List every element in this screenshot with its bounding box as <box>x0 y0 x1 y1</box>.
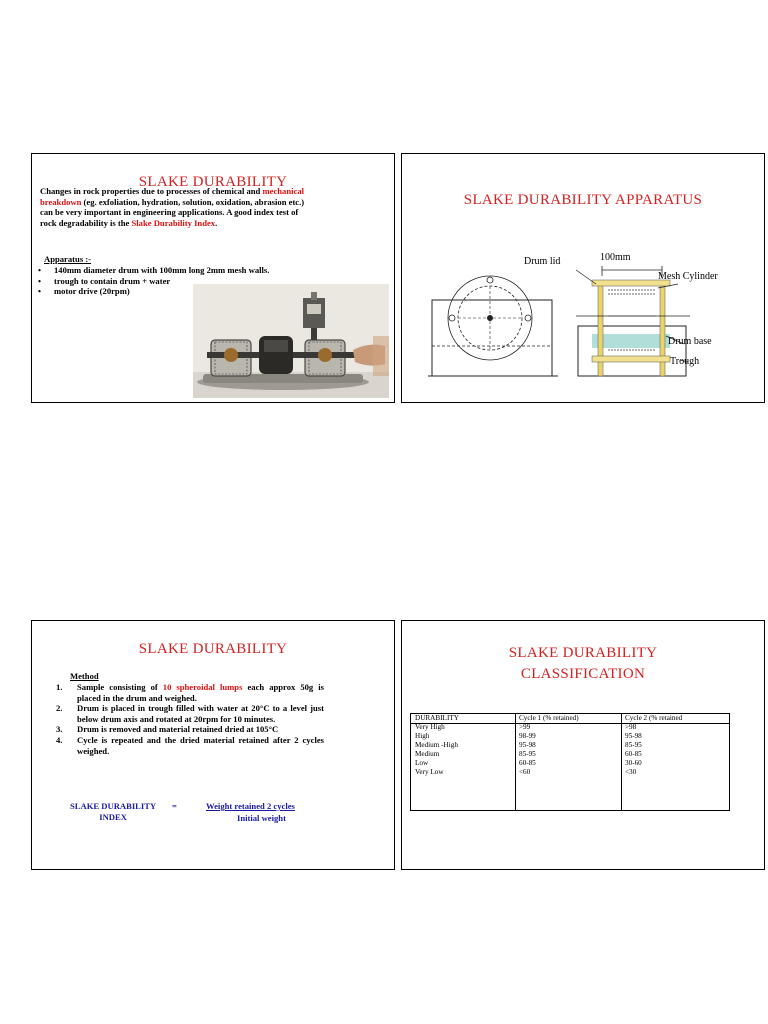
table-header-row <box>411 714 729 723</box>
table-cell: >99 <box>519 723 531 731</box>
step-text: Cycle is repeated and the dried material retained after 2 cycles weighed. <box>77 734 324 756</box>
step-number: 4. <box>56 734 63 745</box>
table-header-cell: Cycle 1 (% retained) <box>519 714 579 722</box>
list-item <box>56 703 324 724</box>
method-heading: Method <box>70 671 99 681</box>
apparatus-heading <box>44 254 91 265</box>
table-row <box>411 723 729 732</box>
slide-title-line1: SLAKE DURABILITY <box>508 645 658 661</box>
table-row <box>411 732 729 741</box>
slide-slake-durability-apparatus <box>401 153 765 403</box>
table-header-cell: Cycle 2 (% retained <box>625 714 683 722</box>
intro-paragraph <box>40 186 310 228</box>
step-number: 1. <box>56 682 63 692</box>
table-cell: <30 <box>625 768 637 776</box>
intro-text: Changes in rock properties due to processes of chemical and <box>40 186 263 196</box>
intro-highlight: mechanical breakdown <box>40 186 305 207</box>
list-item <box>56 724 324 735</box>
list-item: • 140mm diameter drum with 100mm long 2mm mesh walls. <box>36 265 269 276</box>
table-cell: 85-95 <box>519 750 536 758</box>
slide-slake-durability-method <box>31 620 395 870</box>
table-cell: Medium -High <box>415 741 458 749</box>
label-mesh-cylinder: Mesh Cylinder <box>658 271 718 282</box>
step-number: 3. <box>56 724 63 735</box>
label-drum-base: Drum base <box>668 336 712 347</box>
label-dimension: 100mm <box>600 252 631 263</box>
table-cell: High <box>415 732 430 740</box>
formula-denominator: Initial weight <box>237 813 286 823</box>
list-item <box>56 682 324 703</box>
formula-equals: = <box>172 801 177 811</box>
apparatus-photo-graphic <box>193 284 389 398</box>
slide-title: SLAKE DURABILITY <box>138 174 288 190</box>
intro-highlight-index: Slake Durability Index <box>131 217 216 228</box>
table-cell: 85-95 <box>625 741 642 749</box>
table-cell: Low <box>415 759 429 767</box>
list-item: • motor drive (20rpm) <box>36 286 269 297</box>
table-header-cell: DURABILITY <box>415 714 459 722</box>
table-row <box>411 741 729 750</box>
apparatus-photo <box>193 284 389 398</box>
slide-slake-durability-intro <box>31 153 395 403</box>
classification-table <box>410 713 730 811</box>
table-cell: >98 <box>625 723 637 731</box>
label-drum-lid: Drum lid <box>524 256 561 267</box>
list-item <box>56 735 324 756</box>
table-cell: 98-99 <box>519 732 536 740</box>
intro-end: . <box>215 217 218 228</box>
slide-title-line2: CLASSIFICATION <box>520 666 646 682</box>
list-item: • trough to contain drum + water <box>36 276 269 287</box>
formula-label-line2: INDEX <box>99 811 127 822</box>
step-text-cont: each approx 50g is placed in the drum and weighed. <box>77 682 324 703</box>
method-steps <box>56 682 324 756</box>
slide-slake-durability-classification <box>401 620 765 870</box>
table-cell: 60-85 <box>519 759 536 767</box>
table-cell: Very High <box>415 723 445 731</box>
table-cell: <60 <box>519 768 531 776</box>
slide-title: SLAKE DURABILITY <box>138 641 288 657</box>
table-cell: Very Low <box>415 768 444 776</box>
step-number: 2. <box>56 703 63 714</box>
step-text: Sample consisting of <box>77 682 163 692</box>
apparatus-label: Apparatus <box>44 254 84 264</box>
table-cell: 95-98 <box>625 732 642 740</box>
formula-numerator: Weight retained 2 cycles <box>206 801 295 811</box>
table-cell: Medium <box>415 750 440 758</box>
label-trough: Trough <box>670 356 700 367</box>
table-row <box>411 750 729 759</box>
formula-label-line1: SLAKE DURABILITY <box>70 801 157 811</box>
slide-title: SLAKE DURABILITY APPARATUS <box>463 192 703 208</box>
step-text: Drum is removed and material retained dried at 105°C <box>77 724 279 735</box>
table-cell: 60-85 <box>625 750 642 758</box>
table-row <box>411 768 729 777</box>
table-cell: 30-60 <box>625 759 642 767</box>
step-text: Drum is placed in trough filled with water at 20°C to a level just below drum axis and rotated at 20rpm for 10 minutes. <box>77 703 324 724</box>
intro-text-cont: (eg. exfoliation, hydration, solution, oxidation, abrasion etc.) can be very important in engineering applications. A good index test of rock degradability is the <box>40 196 305 228</box>
step-highlight: 10 spheroidal lumps <box>162 682 243 692</box>
table-row <box>411 759 729 768</box>
apparatus-suffix: :- <box>83 254 92 264</box>
table-cell: 95-98 <box>519 741 536 749</box>
formula-label <box>70 801 156 822</box>
